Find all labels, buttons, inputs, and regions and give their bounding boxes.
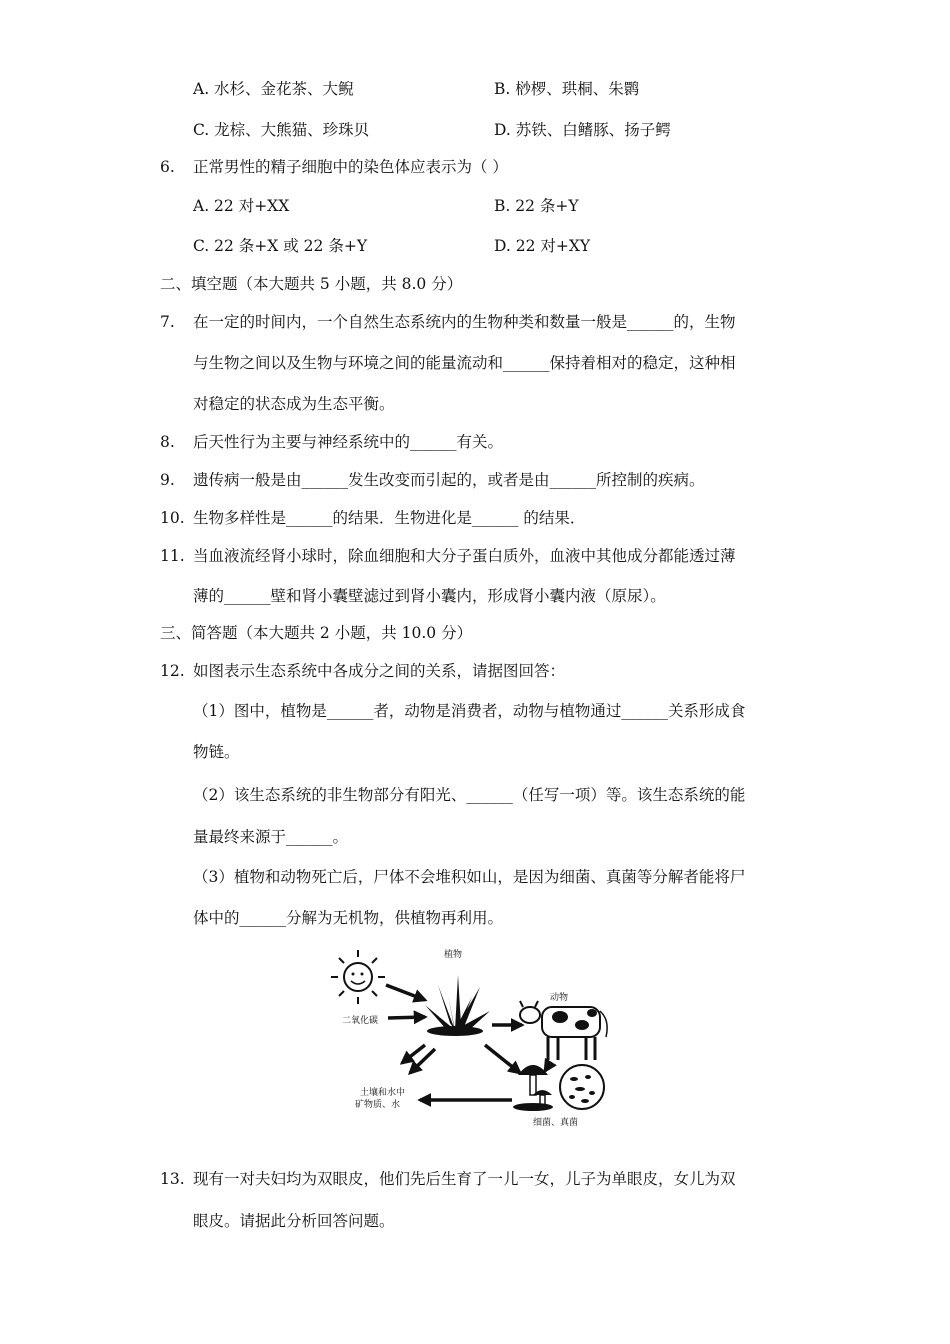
decomposer-label: 细菌、真菌 bbox=[533, 1118, 579, 1128]
q5-option-c: C. 龙棕、大熊猫、珍珠贝 bbox=[193, 121, 370, 139]
q9-number: 9. bbox=[160, 471, 175, 489]
plant-icon bbox=[425, 975, 490, 1036]
q10-stem: 生物多样性是______的结果．生物进化是______ 的结果． bbox=[193, 509, 586, 527]
q5-option-b: B. 桫椤、珙桐、朱鹮 bbox=[494, 80, 640, 98]
q11-line-1: 当血液流经肾小球时，除血细胞和大分子蛋白质外，血液中其他成分都能透过薄 bbox=[193, 547, 736, 565]
q12-number: 12. bbox=[160, 662, 185, 680]
q7-line-3: 对稳定的状态成为生态平衡。 bbox=[193, 395, 395, 413]
section-2-heading: 二、填空题（本大题共 5 小题，共 8.0 分） bbox=[160, 275, 463, 293]
cow-icon bbox=[520, 1001, 607, 1060]
q7-line-2: 与生物之间以及生物与环境之间的能量流动和______保持着相对的稳定，这种相 bbox=[193, 354, 736, 372]
q13-number: 13. bbox=[160, 1170, 185, 1188]
q12-part1-line-1: （1）图中，植物是______者，动物是消费者，动物与植物通过______关系形成食 bbox=[193, 702, 746, 720]
soil-label-2: 矿物质、水 bbox=[355, 1100, 401, 1110]
q8-number: 8. bbox=[160, 433, 175, 451]
arrow-sun-to-plant bbox=[386, 985, 425, 1000]
animal-label: 动物 bbox=[550, 993, 569, 1003]
q12-part2-line-1: （2）该生态系统的非生物部分有阳光、______（任写一项）等。该生态系统的能 bbox=[193, 786, 746, 804]
ecosystem-diagram bbox=[330, 945, 620, 1130]
q6-option-c: C. 22 条+X 或 22 条+Y bbox=[193, 237, 368, 255]
q7-number: 7. bbox=[160, 313, 175, 331]
q5-option-a: A. 水杉、金花茶、大鲵 bbox=[193, 80, 354, 98]
plant-label: 植物 bbox=[444, 950, 463, 960]
q8-stem: 后天性行为主要与神经系统中的______有关。 bbox=[193, 433, 504, 451]
q6-option-d: D. 22 对+XY bbox=[494, 237, 591, 255]
q11-number: 11. bbox=[160, 547, 185, 565]
q11-line-2: 薄的______壁和肾小囊壁滤过到肾小囊内，形成肾小囊内液（原尿）。 bbox=[193, 587, 666, 605]
q12-part3-line-1: （3）植物和动物死亡后，尸体不会堆积如山，是因为细菌、真菌等分解者能将尸 bbox=[193, 868, 746, 886]
arrow-animal-to-decomposer bbox=[545, 1063, 550, 1071]
q13-line-2: 眼皮。请据此分析回答问题。 bbox=[193, 1212, 395, 1230]
q6-number: 6. bbox=[160, 158, 175, 176]
arrow-co2-to-plant bbox=[388, 1017, 425, 1018]
q13-line-1: 现有一对夫妇均为双眼皮，他们先后生育了一儿一女，儿子为单眼皮，女儿为双 bbox=[193, 1170, 736, 1188]
section-3-heading: 三、简答题（本大题共 2 小题，共 10.0 分） bbox=[160, 624, 473, 642]
q10-number: 10. bbox=[160, 509, 185, 527]
co2-label: 二氧化碳 bbox=[342, 1016, 379, 1026]
soil-label-1: 土壤和水中 bbox=[360, 1088, 406, 1098]
q7-line-1: 在一定的时间内，一个自然生态系统内的生物种类和数量一般是______的，生物 bbox=[193, 313, 736, 331]
q12-part2-line-2: 量最终来源于______。 bbox=[193, 828, 349, 846]
q9-stem: 遗传病一般是由______发生改变而引起的，或者是由______所控制的疾病。 bbox=[193, 471, 705, 489]
sun-icon bbox=[331, 950, 385, 1004]
arrow-plant-to-decomposer bbox=[485, 1045, 520, 1073]
q6-option-b: B. 22 条+Y bbox=[494, 197, 579, 215]
q12-part1-line-2: 物链。 bbox=[193, 743, 240, 761]
q6-option-a: A. 22 对+XX bbox=[193, 197, 290, 215]
q12-part3-line-2: 体中的______分解为无机物，供植物再利用。 bbox=[193, 909, 504, 927]
q6-stem: 正常男性的精子细胞中的染色体应表示为（ ） bbox=[193, 158, 508, 176]
bacteria-icon bbox=[560, 1065, 604, 1109]
q12-stem: 如图表示生态系统中各成分之间的关系，请据图回答： bbox=[193, 662, 566, 680]
q5-option-d: D. 苏铁、白鳍豚、扬子鳄 bbox=[494, 121, 671, 139]
